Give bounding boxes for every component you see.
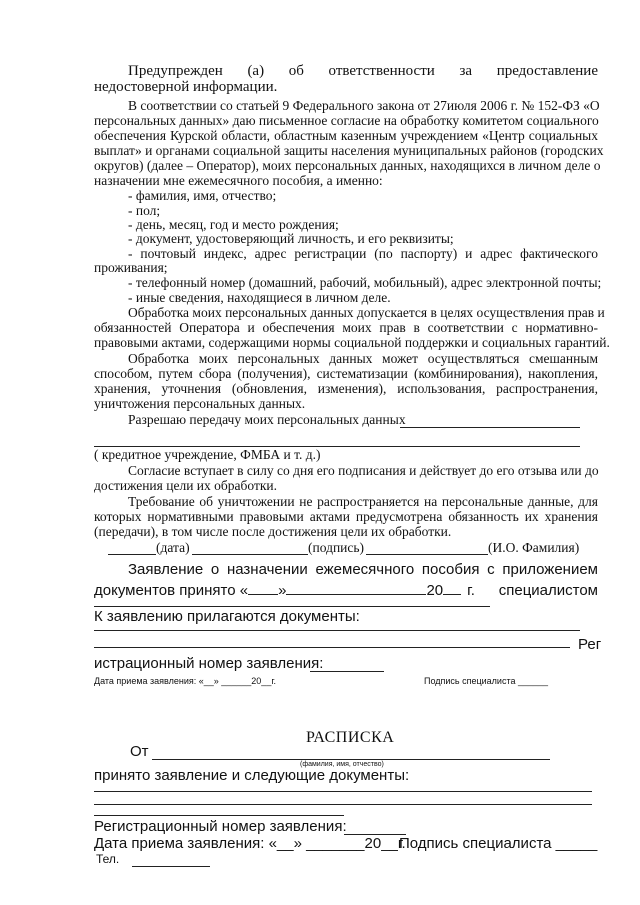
transfer-label: Разрешаю передачу моих персональных данных	[128, 412, 406, 427]
warning-line-1	[128, 63, 598, 79]
para5-line: (передачи), в том числе после достижения цели их обработки.	[94, 524, 452, 539]
transfer-blank[interactable]	[400, 427, 580, 428]
receipt-doc-blank-2[interactable]	[94, 804, 592, 805]
para1-line: В соответствии со статьей 9 Федерального закона от 27июля 2006 г. № 152-ФЗ «О	[128, 98, 600, 113]
reg-suffix: истрационный номер заявления:	[94, 655, 324, 672]
para1-line: выплат» и органами социальной защиты населения муниципальных районов (городских	[94, 143, 604, 158]
para3-line: уничтожения персональных данных.	[94, 396, 306, 411]
warning-word: ответственности	[328, 63, 435, 79]
list-item: - фамилия, имя, отчество;	[128, 188, 277, 203]
accepted-start: документов принято «	[94, 582, 249, 599]
receipt-title: РАСПИСКА	[306, 729, 395, 746]
para3-line: Обработка моих персональных данных может осуществляться смешанным	[128, 351, 598, 366]
date-small: Дата приема заявления: «__» ______20__г.	[94, 676, 277, 686]
list-item: - документ, удостоверяющий личность, и его реквизиты;	[128, 231, 454, 246]
para1-line: персональных данных» даю письменное согласие на обработку комитетом социального	[94, 113, 599, 128]
specialist-blank[interactable]	[94, 606, 490, 607]
para1-line: обеспечения Курской области, областным казенным учреждением «Центр социальных	[94, 128, 598, 143]
accepted-year-blank[interactable]	[443, 580, 461, 595]
warning-word: Предупрежден	[128, 63, 223, 79]
date-blank[interactable]	[108, 554, 156, 555]
receipt-doc-blank-3[interactable]	[94, 815, 344, 816]
receipt-from-blank[interactable]	[152, 759, 550, 760]
para1-line: округов) (далее – Оператор), моих персональных данных, находящихся в личном деле о	[94, 158, 601, 173]
acceptance-line-2	[94, 580, 598, 599]
accepted-day-blank[interactable]	[248, 580, 278, 595]
receipt-fio-hint: (фамилия, имя, отчество)	[300, 761, 384, 768]
receipt-spec-label: Подпись специалиста _____	[399, 835, 598, 852]
sign-signature-caption: (подпись)	[308, 540, 365, 555]
accepted-mid: »	[278, 582, 287, 599]
para3-line: хранения, уточнения (обновления, изменения), использования, распространения,	[94, 381, 598, 396]
signature-blank-right[interactable]	[366, 554, 488, 555]
attached-blank-2[interactable]	[94, 647, 570, 648]
receipt-accepted-label: принято заявление и следующие документы:	[94, 767, 410, 784]
para5-line: которых нормативными правовыми актами предусмотрена обязанность их хранения	[94, 509, 598, 524]
reg-number-blank[interactable]	[310, 671, 384, 672]
receipt-date-label: Дата приема заявления: «__» _______20__г.	[94, 835, 406, 852]
accepted-end: г. специалистом	[467, 582, 598, 599]
receipt-reg-label: Регистрационный номер заявления:	[94, 818, 347, 835]
warning-word: (а)	[247, 63, 265, 79]
transfer-hint: ( кредитное учреждение, ФМБА и т. д.)	[94, 447, 321, 462]
para1-line: назначении мне ежемесячного пособия, а именно:	[94, 173, 383, 188]
accepted-year: 20	[426, 582, 444, 599]
attached-label: К заявлению прилагаются документы:	[94, 608, 360, 625]
list-item: - иные сведения, находящиеся в личном деле.	[128, 290, 391, 305]
attached-blank-1[interactable]	[94, 630, 580, 631]
para2-line: обязанностей Оператора и обеспечения моих прав в соответствии с нормативно-	[94, 320, 598, 335]
warning-word: предоставление	[496, 63, 598, 79]
receipt-tel-label: Тел.	[96, 852, 120, 866]
list-item: - телефонный номер (домашний, рабочий, мобильный), адрес электронной почты;	[128, 275, 602, 290]
para4-line: Согласие вступает в силу со дня его подписания и действует до его отзыва или до	[128, 463, 599, 478]
para2-line: правовыми актами, содержащими нормы социальной поддержки и социальных гарантий.	[94, 335, 610, 350]
list-item: - день, месяц, год и место рождения;	[128, 217, 339, 232]
para4-line: достижения цели их обработки.	[94, 478, 278, 493]
sign-name-caption: (И.О. Фамилия)	[488, 540, 580, 555]
list-item: проживания;	[94, 260, 168, 275]
list-item: - почтовый индекс, адрес регистрации (по паспорту) и адрес фактического	[128, 246, 598, 261]
signature-blank-left[interactable]	[192, 554, 308, 555]
list-item: - пол;	[128, 203, 161, 218]
accepted-month-blank[interactable]	[286, 580, 426, 595]
warning-word: за	[459, 63, 473, 79]
para5-line: Требование об уничтожении не распространяется на персональные данные, для	[128, 494, 598, 509]
specialist-small: Подпись специалиста ______	[424, 676, 549, 686]
sign-date-caption: (дата)	[156, 540, 190, 555]
warning-line-2: недостоверной информации.	[94, 79, 278, 95]
receipt-tel-blank[interactable]	[132, 866, 210, 867]
acceptance-line-1: Заявление о назначении ежемесячного пособия с приложением	[128, 561, 598, 578]
warning-word: об	[288, 63, 304, 79]
para3-line: способом, путем сбора (получения), систематизации (комбинирования), накопления,	[94, 366, 598, 381]
reg-prefix: Рег	[578, 636, 602, 653]
receipt-from-label: От	[130, 743, 149, 760]
para2-line: Обработка моих персональных данных допускается в целях осуществления прав и	[128, 305, 605, 320]
receipt-doc-blank-1[interactable]	[94, 791, 592, 792]
